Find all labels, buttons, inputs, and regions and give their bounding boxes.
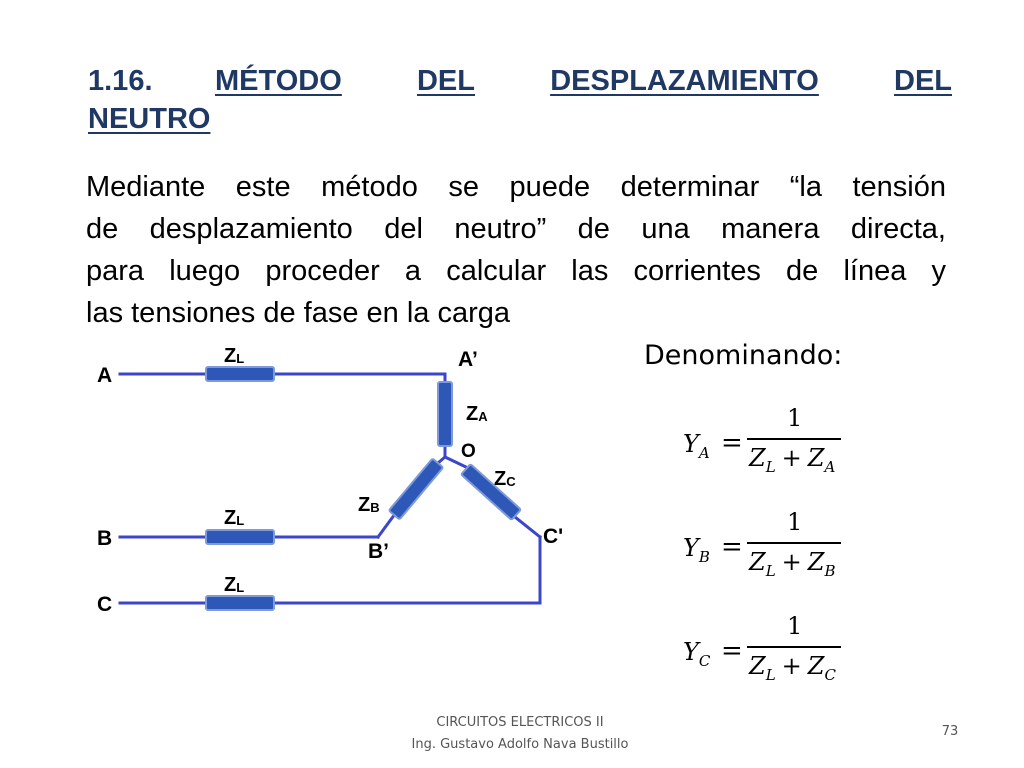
impedance-load-b-body	[389, 458, 443, 519]
formula-yc-numerator: 1	[787, 612, 803, 640]
impedance-line-a-body	[206, 367, 274, 381]
impedance-load-b	[389, 458, 443, 519]
formula-ya	[683, 404, 853, 490]
impedance-line-c-body	[206, 596, 274, 610]
wire-c-diag	[515, 517, 540, 537]
formula-yb-denominator: $Z_L + Z_B$	[749, 548, 836, 580]
formula-yc-lhs: $Y_C$	[683, 638, 711, 670]
impedance-load-a-label: ZA	[466, 403, 488, 425]
impedance-load-a	[438, 382, 452, 446]
formula-yb-lhs: $Y_B$	[683, 534, 710, 566]
formula-yb-equals: =	[721, 532, 743, 562]
impedance-load-c-body	[461, 464, 521, 520]
formula-yc-fraction-bar	[747, 646, 841, 648]
body-line-1: Mediante este método se puede determinar “la tensión	[86, 171, 946, 203]
section-number: 1.16.	[88, 65, 153, 97]
impedance-load-c	[461, 464, 521, 520]
terminal-a-label: A	[97, 364, 113, 387]
formula-yb	[683, 508, 853, 594]
impedance-line-c-label: ZL	[224, 574, 245, 596]
page-number: 73	[941, 724, 959, 739]
impedance-line-b-label: ZL	[224, 507, 245, 529]
impedance-load-a-body	[438, 382, 452, 446]
title-word-4: DEL	[894, 65, 952, 97]
title-word-1: MÉTODO	[215, 65, 342, 97]
formula-ya-equals: =	[721, 428, 743, 458]
formula-yc-denominator: $Z_L + Z_C$	[749, 652, 836, 684]
impedance-line-b	[206, 530, 274, 544]
formula-ya-numerator: 1	[787, 404, 803, 432]
impedance-load-c-label: ZC	[494, 468, 516, 490]
formula-yb-numerator: 1	[787, 508, 803, 536]
impedance-line-a	[206, 367, 274, 381]
body-line-4: las tensiones de fase en la carga	[86, 297, 510, 329]
formula-ya-fraction-bar	[747, 438, 841, 440]
body-line-3: para luego proceder a calcular las corrientes de línea y	[86, 255, 946, 287]
node-a-prime-label: A’	[458, 348, 478, 371]
impedance-line-c	[206, 596, 274, 610]
impedance-load-b-label: ZB	[358, 494, 380, 516]
formula-yc-equals: =	[721, 636, 743, 666]
footer-course: CIRCUITOS ELECTRICOS II	[436, 715, 604, 730]
wire-b-diag	[378, 514, 395, 537]
impedance-line-a-label: ZL	[224, 345, 245, 367]
neutral-node-label: O	[461, 441, 476, 462]
formula-ya-lhs: $Y_A$	[683, 430, 710, 462]
formula-heading: Denominando:	[644, 340, 843, 371]
slide-footer	[380, 712, 660, 756]
formula-ya-denominator: $Z_L + Z_A$	[749, 444, 836, 476]
body-line-2: de desplazamiento del neutro” de una manera directa,	[86, 213, 946, 245]
title-line-2: NEUTRO	[88, 103, 211, 135]
terminal-c-label: C	[97, 593, 113, 616]
formula-yb-fraction-bar	[747, 542, 841, 544]
terminal-b-label: B	[97, 527, 113, 550]
node-b-prime-label: B’	[368, 540, 389, 563]
title-word-3: DESPLAZAMIENTO	[550, 65, 819, 97]
footer-author: Ing. Gustavo Adolfo Nava Bustillo	[411, 737, 629, 752]
title-word-2: DEL	[416, 65, 475, 97]
formula-yc	[683, 612, 853, 698]
node-c-prime-label: C'	[543, 525, 564, 548]
impedance-line-b-body	[206, 530, 274, 544]
